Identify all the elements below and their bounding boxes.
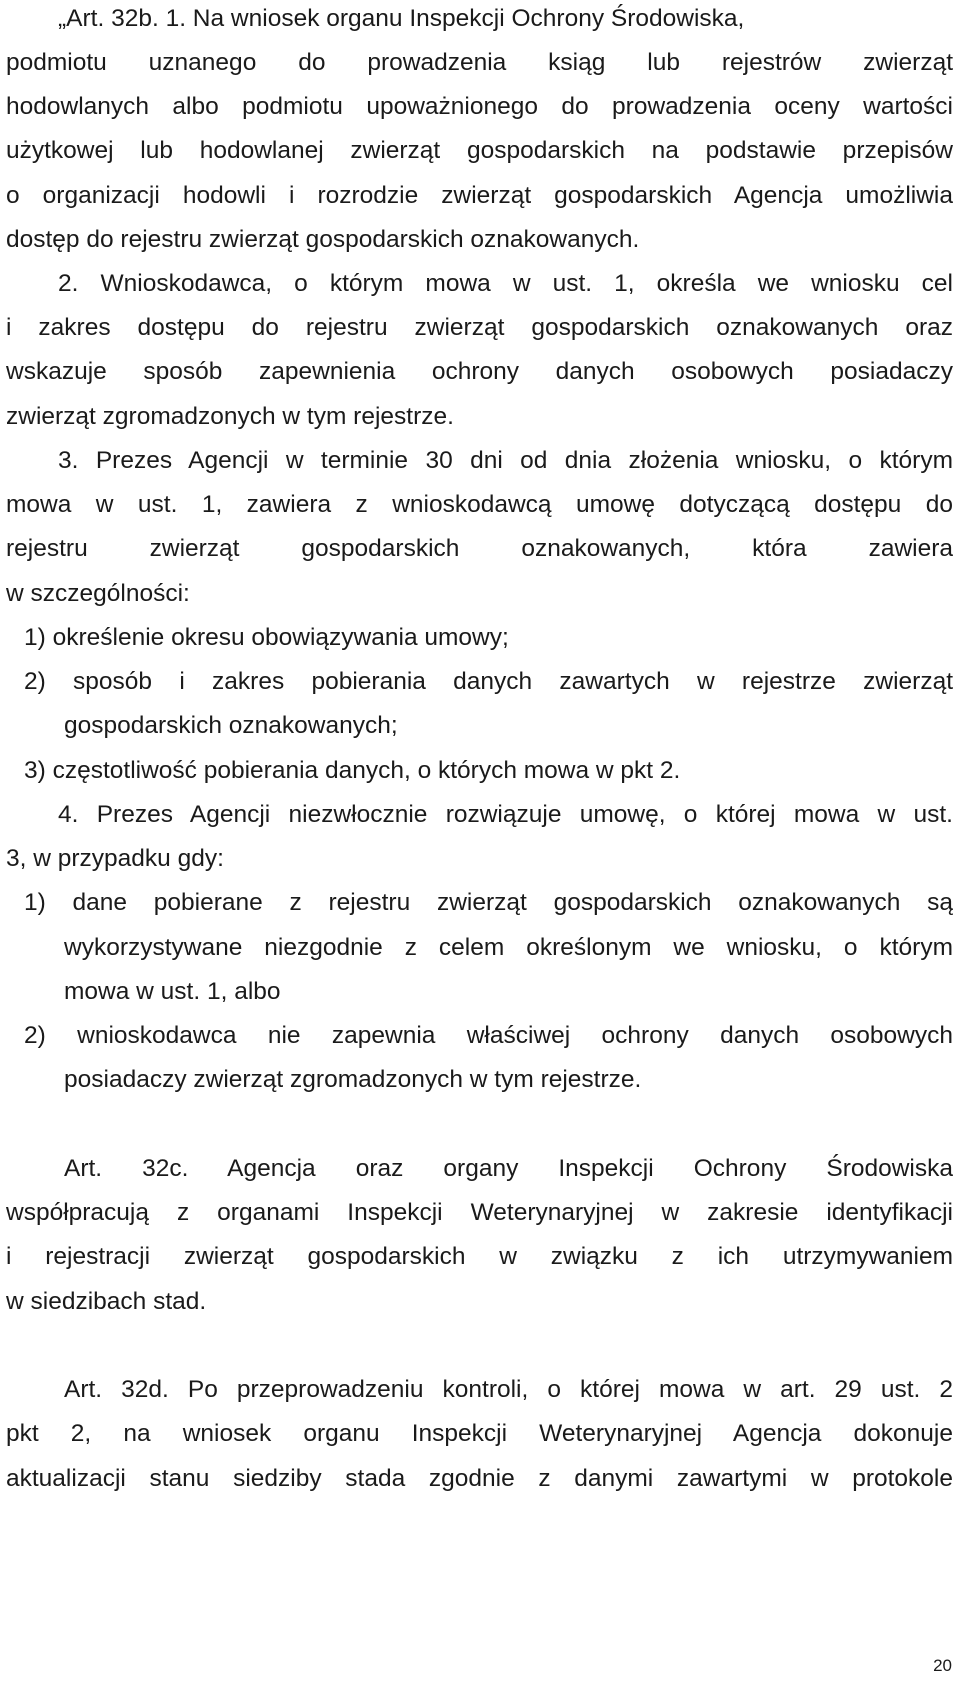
list-item: 2) sposób i zakres pobierania danych zawartych w rejestrze zwierząt xyxy=(24,668,953,695)
art-32b-ust-3-line: 3. Prezes Agencji w terminie 30 dni od dnia złożenia wniosku, o którym xyxy=(58,447,953,474)
text-line: wskazuje sposób zapewnienia ochrony danych osobowych posiadaczy xyxy=(6,358,953,385)
text-line: mowa w ust. 1, zawiera z wnioskodawcą umowę dotyczącą dostępu do xyxy=(6,491,953,518)
text-line: pkt 2, na wniosek organu Inspekcji Weterynaryjnej Agencja dokonuje xyxy=(6,1420,953,1447)
text-line: zwierząt zgromadzonych w tym rejestrze. xyxy=(6,403,454,430)
text-line: podmiotu uznanego do prowadzenia ksiąg lub rejestrów zwierząt xyxy=(6,49,953,76)
list-item-continuation: mowa w ust. 1, albo xyxy=(64,978,281,1005)
art-32d-line: Art. 32d. Po przeprowadzeniu kontroli, o której mowa w art. 29 ust. 2 xyxy=(64,1376,953,1403)
list-item: 1) określenie okresu obowiązywania umowy; xyxy=(24,624,509,651)
text-line: hodowlanych albo podmiotu upoważnionego do prowadzenia oceny wartości xyxy=(6,93,953,120)
text-line: w siedzibach stad. xyxy=(6,1288,207,1315)
list-item-continuation: gospodarskich oznakowanych; xyxy=(64,712,398,739)
art-32b-ust-1-line: „Art. 32b. 1. Na wniosek organu Inspekcji Ochrony Środowiska, xyxy=(58,5,745,32)
text-line: dostęp do rejestru zwierząt gospodarskich oznakowanych. xyxy=(6,226,640,253)
list-item-continuation: posiadaczy zwierząt zgromadzonych w tym rejestrze. xyxy=(64,1066,642,1093)
list-item: 1) dane pobierane z rejestru zwierząt gospodarskich oznakowanych są xyxy=(24,889,953,916)
list-item: 3) częstotliwość pobierania danych, o których mowa w pkt 2. xyxy=(24,757,681,784)
list-item-continuation: wykorzystywane niezgodnie z celem określonym we wniosku, o którym xyxy=(64,934,953,961)
text-line: współpracują z organami Inspekcji Weterynaryjnej w zakresie identyfikacji xyxy=(6,1199,953,1226)
text-line: w szczególności: xyxy=(6,580,190,607)
art-32b-ust-4-line: 4. Prezes Agencji niezwłocznie rozwiązuje umowę, o której mowa w ust. xyxy=(58,801,953,828)
text-line: aktualizacji stanu siedziby stada zgodnie z danymi zawartymi w protokole xyxy=(6,1465,953,1492)
text-line: i rejestracji zwierząt gospodarskich w związku z ich utrzymywaniem xyxy=(6,1243,953,1270)
text-line: i zakres dostępu do rejestru zwierząt gospodarskich oznakowanych oraz xyxy=(6,314,953,341)
text-line: użytkowej lub hodowlanej zwierząt gospodarskich na podstawie przepisów xyxy=(6,137,953,164)
art-32b-ust-2-line: 2. Wnioskodawca, o którym mowa w ust. 1, określa we wniosku cel xyxy=(58,270,953,297)
text-line: 3, w przypadku gdy: xyxy=(6,845,224,872)
page-number: 20 xyxy=(933,1656,952,1675)
art-32c-line: Art. 32c. Agencja oraz organy Inspekcji Ochrony Środowiska xyxy=(64,1155,953,1182)
text-line: o organizacji hodowli i rozrodzie zwierząt gospodarskich Agencja umożliwia xyxy=(6,182,953,209)
list-item: 2) wnioskodawca nie zapewnia właściwej ochrony danych osobowych xyxy=(24,1022,953,1049)
text-line: rejestru zwierząt gospodarskich oznakowanych, która zawiera xyxy=(6,535,953,562)
